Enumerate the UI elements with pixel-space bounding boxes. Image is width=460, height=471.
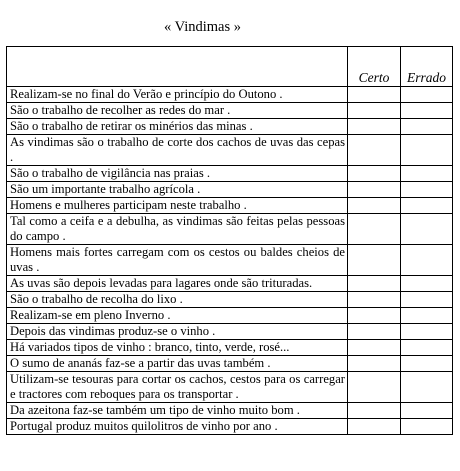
- errado-answer-cell[interactable]: [401, 245, 453, 276]
- table-row: [7, 87, 453, 103]
- certo-answer-cell[interactable]: [348, 276, 401, 292]
- certo-answer-cell[interactable]: [348, 292, 401, 308]
- page-title: « Vindimas »: [163, 19, 241, 35]
- errado-answer-cell[interactable]: [401, 324, 453, 340]
- errado-answer-cell[interactable]: [401, 292, 453, 308]
- statement-text: Homens e mulheres participam neste trabalho .: [7, 198, 348, 214]
- table-row: [7, 276, 453, 292]
- certo-answer-cell[interactable]: [348, 308, 401, 324]
- table-row: [7, 419, 453, 435]
- table-row: [7, 324, 453, 340]
- table-row: [7, 403, 453, 419]
- statement-text: São o trabalho de vigilância nas praias .: [7, 166, 348, 182]
- statement-text: São um importante trabalho agrícola .: [7, 182, 348, 198]
- table-row: [7, 292, 453, 308]
- errado-answer-cell[interactable]: [401, 340, 453, 356]
- errado-answer-cell[interactable]: [401, 372, 453, 403]
- worksheet-table: [6, 46, 453, 435]
- errado-answer-cell[interactable]: [401, 308, 453, 324]
- statement-text: Portugal produz muitos quilolitros de vinho por ano .: [7, 419, 348, 435]
- statement-text: Homens mais fortes carregam com os cestos ou baldes cheios de uvas .: [7, 245, 348, 276]
- statement-text: São o trabalho de recolha do lixo .: [7, 292, 348, 308]
- errado-answer-cell[interactable]: [401, 182, 453, 198]
- statement-text: Há variados tipos de vinho : branco, tinto, verde, rosé...: [7, 340, 348, 356]
- statement-text: Depois das vindimas produz-se o vinho .: [7, 324, 348, 340]
- table-row: [7, 198, 453, 214]
- certo-answer-cell[interactable]: [348, 135, 401, 166]
- statement-text: Da azeitona faz-se também um tipo de vinho muito bom .: [7, 403, 348, 419]
- header-certo: Certo: [348, 47, 401, 87]
- certo-answer-cell[interactable]: [348, 198, 401, 214]
- table-row: [7, 135, 453, 166]
- errado-answer-cell[interactable]: [401, 119, 453, 135]
- errado-answer-cell[interactable]: [401, 166, 453, 182]
- table-row: [7, 166, 453, 182]
- statement-text: Realizam-se no final do Verão e princípio do Outono .: [7, 87, 348, 103]
- certo-answer-cell[interactable]: [348, 324, 401, 340]
- certo-answer-cell[interactable]: [348, 214, 401, 245]
- table-row: [7, 372, 453, 403]
- statement-text: Utilizam-se tesouras para cortar os cachos, cestos para os carregar e tractores com reboques para os transportar .: [7, 372, 348, 403]
- table-row: [7, 356, 453, 372]
- errado-answer-cell[interactable]: [401, 276, 453, 292]
- certo-answer-cell[interactable]: [348, 419, 401, 435]
- header-statement-cell: [7, 47, 348, 87]
- certo-answer-cell[interactable]: [348, 103, 401, 119]
- certo-answer-cell[interactable]: [348, 340, 401, 356]
- statement-text: São o trabalho de retirar os minérios das minas .: [7, 119, 348, 135]
- certo-answer-cell[interactable]: [348, 245, 401, 276]
- certo-answer-cell[interactable]: [348, 356, 401, 372]
- table-row: [7, 245, 453, 276]
- certo-answer-cell[interactable]: [348, 372, 401, 403]
- certo-answer-cell[interactable]: [348, 87, 401, 103]
- worksheet-table-body: [7, 47, 453, 435]
- errado-answer-cell[interactable]: [401, 87, 453, 103]
- table-row: [7, 214, 453, 245]
- errado-answer-cell[interactable]: [401, 356, 453, 372]
- header-errado: Errado: [401, 47, 453, 87]
- table-row: [7, 103, 453, 119]
- statement-text: As uvas são depois levadas para lagares onde são trituradas.: [7, 276, 348, 292]
- statement-text: São o trabalho de recolher as redes do mar .: [7, 103, 348, 119]
- errado-answer-cell[interactable]: [401, 198, 453, 214]
- table-row: [7, 308, 453, 324]
- table-row: [7, 340, 453, 356]
- certo-answer-cell[interactable]: [348, 119, 401, 135]
- table-row: [7, 182, 453, 198]
- errado-answer-cell[interactable]: [401, 419, 453, 435]
- certo-answer-cell[interactable]: [348, 182, 401, 198]
- statement-text: O sumo de ananás faz-se a partir das uvas também .: [7, 356, 348, 372]
- certo-answer-cell[interactable]: [348, 403, 401, 419]
- errado-answer-cell[interactable]: [401, 103, 453, 119]
- table-row: [7, 119, 453, 135]
- certo-answer-cell[interactable]: [348, 166, 401, 182]
- errado-answer-cell[interactable]: [401, 403, 453, 419]
- errado-answer-cell[interactable]: [401, 135, 453, 166]
- statement-text: Tal como a ceifa e a debulha, as vindimas são feitas pelas pessoas do campo .: [7, 214, 348, 245]
- errado-answer-cell[interactable]: [401, 214, 453, 245]
- table-header-row: [7, 47, 453, 87]
- statement-text: As vindimas são o trabalho de corte dos cachos de uvas das cepas .: [7, 135, 348, 166]
- statement-text: Realizam-se em pleno Inverno .: [7, 308, 348, 324]
